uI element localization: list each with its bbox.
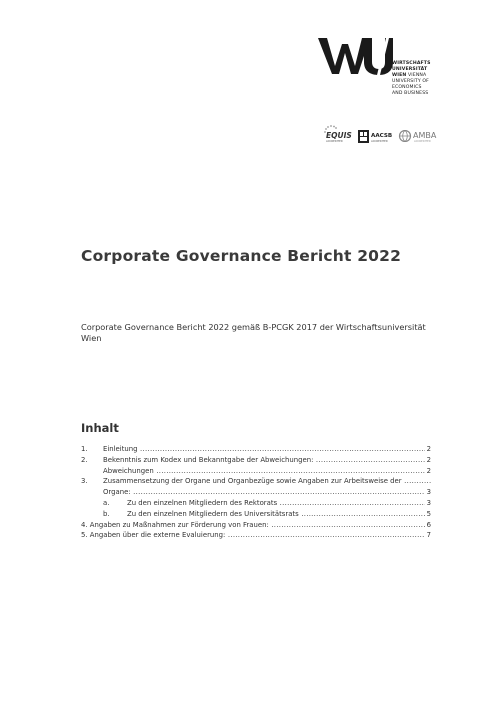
toc-entry-page: 5 (426, 509, 431, 518)
amba-sub: ACCREDITED (414, 140, 431, 143)
aacsb-label: AACSB (371, 133, 393, 139)
logo-line: WIRTSCHAFTS (392, 61, 431, 66)
toc-entry-text: Organe: ..... (103, 487, 425, 498)
logo-line: AND BUSINESS (392, 91, 429, 96)
toc-entry-text-nodots (103, 476, 431, 487)
toc-entry-text: 4. Angaben zu Maßnahmen zur Förderung von Frauen: ..... (81, 520, 425, 531)
toc-entry[interactable] (81, 509, 431, 520)
toc-entry-page: 7 (426, 531, 431, 540)
table-of-contents (81, 444, 431, 541)
toc-entry[interactable] (81, 487, 431, 498)
amba-label: AMBA (413, 131, 437, 140)
toc-entry-text: Bekenntnis zum Kodex und Bekanntgabe der Abweichungen: ..... (103, 455, 425, 466)
toc-entry[interactable] (81, 466, 431, 477)
wu-logo (318, 38, 448, 100)
document-subtitle: Corporate Governance Bericht 2022 gemäß B-PCGK 2017 der Wirtschaftsuniversität Wien (81, 322, 426, 343)
equis-sub: ACCREDITED (326, 140, 343, 143)
logo-line: WIEN VIENNA (392, 73, 427, 78)
toc-entry-number: 1. (81, 445, 88, 453)
logo-line: ECONOMICS (392, 85, 422, 90)
aacsb-sub: ACCREDITED (371, 140, 388, 143)
toc-entry-page: 2 (426, 455, 431, 464)
toc-entry-page: 6 (426, 520, 431, 529)
toc-entry-text: Zusammensetzung der Organe und Organbezüge sowie Angaben zur Arbeitsweise der (103, 477, 402, 486)
toc-entry-page: 3 (426, 498, 431, 507)
toc-entry-number: 3. (81, 477, 88, 486)
equis-label: EQUIS (326, 131, 352, 140)
toc-entry[interactable] (81, 498, 431, 509)
toc-entry[interactable] (81, 520, 431, 531)
toc-entry[interactable] (81, 476, 431, 487)
accreditation-logos (318, 124, 448, 146)
toc-entry[interactable] (81, 455, 431, 466)
amba-globe-icon (398, 130, 412, 142)
toc-entry-number: b. (103, 509, 110, 518)
toc-entry-number: 2. (81, 455, 88, 464)
toc-entry-text: 5. Angaben über die externe Evaluierung: ..... (81, 530, 425, 541)
equis-logo (320, 124, 350, 146)
amba-logo (398, 124, 444, 146)
toc-entry-page: 2 (426, 445, 431, 453)
aacsb-shield-icon (358, 130, 370, 144)
toc-heading: Inhalt (81, 421, 119, 435)
toc-entry-text: Einleitung ..... (103, 444, 425, 455)
logo-line: UNIVERSITÄT (392, 67, 428, 72)
toc-entry-page: 3 (426, 488, 431, 497)
toc-entry-number: a. (103, 498, 110, 507)
toc-entry[interactable] (81, 530, 431, 541)
logo-line: UNIVERSITY OF (392, 79, 429, 84)
wu-logo-mark (318, 38, 394, 76)
toc-entry-page: 2 (426, 466, 431, 475)
toc-entry-text: Zu den einzelnen Mitgliedern des Universitätsrats ..... (127, 509, 425, 520)
aacsb-logo (358, 124, 394, 146)
toc-entry-text: Zu den einzelnen Mitgliedern des Rektorats ..... (127, 498, 425, 509)
toc-entry-text: Abweichungen ..... (103, 466, 425, 477)
logo-wordmark (392, 61, 431, 97)
toc-entry[interactable] (81, 444, 431, 455)
document-title: Corporate Governance Bericht 2022 (81, 247, 402, 265)
